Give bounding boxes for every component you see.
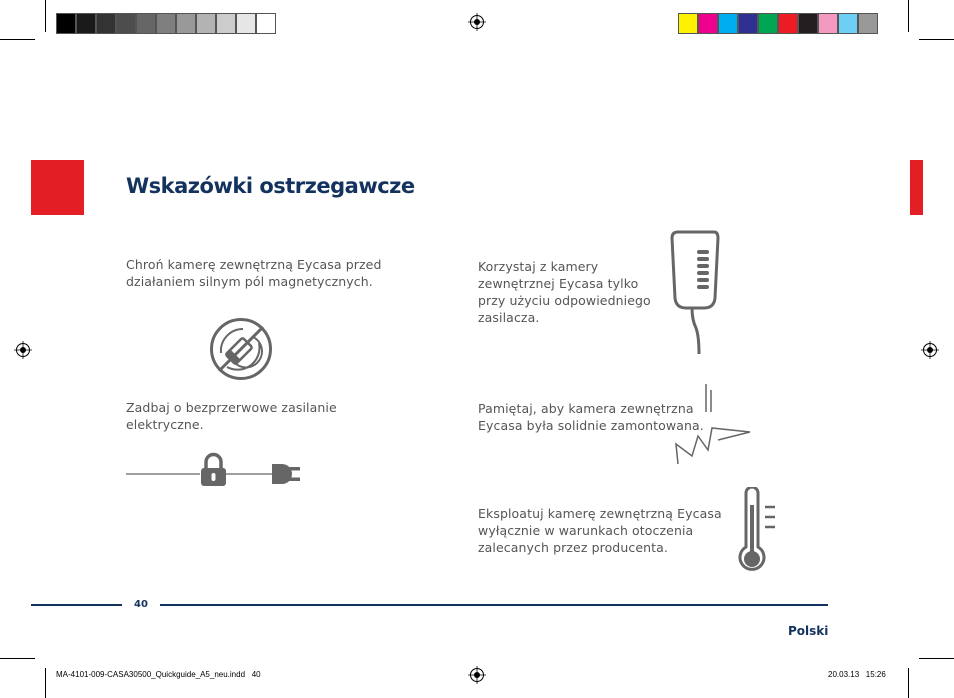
- red-accent-block-left: [31, 160, 84, 215]
- gray-swatch: [236, 13, 256, 34]
- warning-text-mounting: Pamiętaj, aby kamera zewnętrzna Eycasa była solidnie zamontowana.: [478, 401, 704, 433]
- color-swatch: [698, 13, 718, 34]
- warning-text-environment: Eksploatuj kamerę zewnętrzną Eycasa wyłącznie w warunkach otoczenia zalecanych przez producenta.: [478, 506, 722, 555]
- gray-swatch: [76, 13, 96, 34]
- gray-swatch: [256, 13, 276, 34]
- gray-swatch: [196, 13, 216, 34]
- color-swatch: [778, 13, 798, 34]
- file-name: MA-4101-009-CASA30500_Quickguide_A5_neu.indd 40: [56, 670, 261, 679]
- registration-mark-icon: [468, 13, 486, 31]
- color-swatch: [738, 13, 758, 34]
- no-magnet-icon: [209, 317, 273, 381]
- gray-swatch: [216, 13, 236, 34]
- red-accent-block-right: [910, 160, 923, 215]
- warning-text-power: Zadbaj o bezprzerwowe zasilanie elektryczne.: [126, 400, 337, 432]
- footer-rule-right: [160, 604, 828, 606]
- warning-text-magnet: Chroń kamerę zewnętrzną Eycasa przed działaniem silnym pól magnetycznych.: [126, 257, 382, 289]
- gray-swatch: [136, 13, 156, 34]
- gray-swatch: [176, 13, 196, 34]
- footer-rule-left: [31, 604, 122, 606]
- registration-mark-icon: [921, 341, 939, 359]
- thermometer-icon: [738, 487, 784, 575]
- color-swatch: [838, 13, 858, 34]
- color-swatch: [718, 13, 738, 34]
- color-swatch: [818, 13, 838, 34]
- color-swatch: [758, 13, 778, 34]
- color-swatch: [678, 13, 698, 34]
- power-lock-plug-icon: [126, 452, 302, 492]
- color-swatch: [798, 13, 818, 34]
- page-title: Wskazówki ostrzegawcze: [126, 174, 415, 198]
- registration-mark-icon: [468, 666, 486, 684]
- registration-mark-icon: [14, 341, 32, 359]
- color-swatch: [858, 13, 878, 34]
- warning-text-adapter: Korzystaj z kamery zewnętrznej Eycasa tylko przy użyciu odpowiedniego zasilacza.: [478, 259, 651, 325]
- gray-swatch: [56, 13, 76, 34]
- gray-swatch: [116, 13, 136, 34]
- language-label: Polski: [788, 624, 829, 638]
- shock-icon: [674, 382, 754, 468]
- timestamp: 20.03.13 15:26: [828, 670, 886, 679]
- gray-swatch: [96, 13, 116, 34]
- power-adapter-icon: [668, 228, 724, 356]
- page-number: 40: [134, 599, 148, 610]
- gray-swatch: [156, 13, 176, 34]
